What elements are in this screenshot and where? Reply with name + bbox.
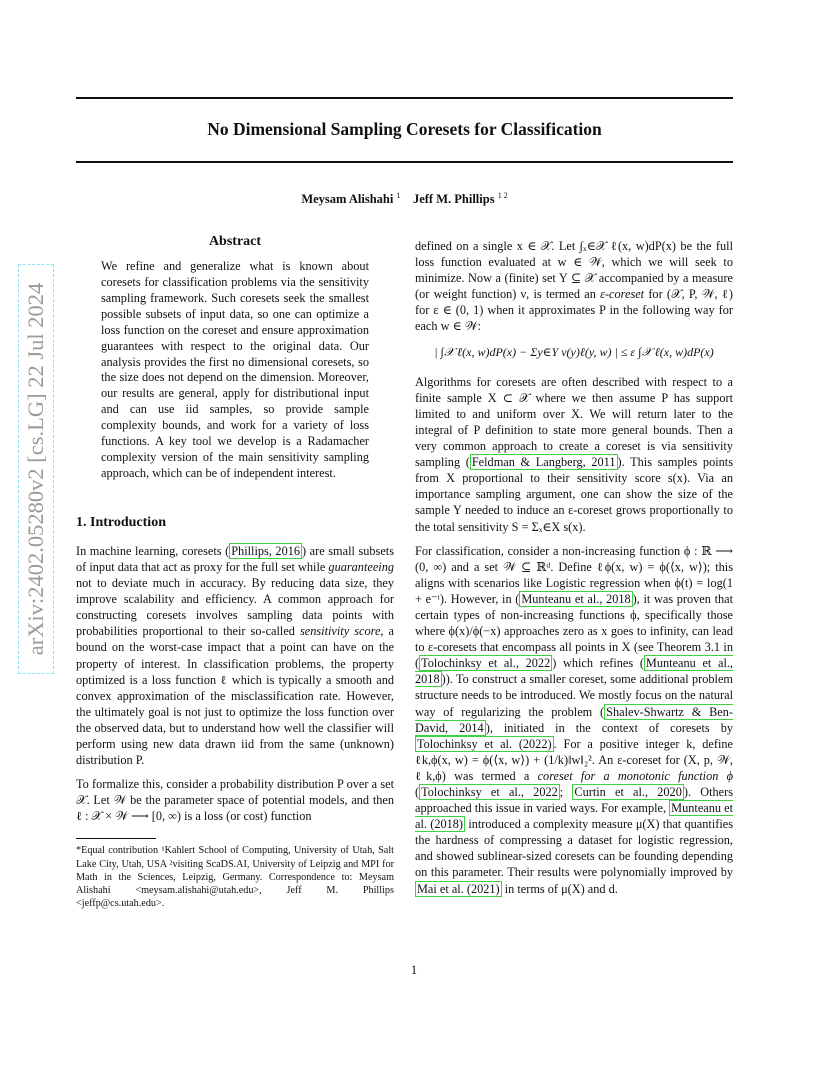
title-rule-top: [76, 97, 733, 99]
intro-paragraph: In machine learning, coresets ( Phillips, 2016 ) are small subsets of input data that act as proxy for the full set while guaranteeing not to deviate much in accuracy. By reducing data size, they improve scalability and efficiency. A common approach for constructing coresets involves sampling data points with probabilities proportional to their so-called sensitivity score, a bound on the worst-case impact that a point can have on the property of interest. In classification problems, the property optimized is a loss function ℓ which is typically a smooth and convex approximation of the misclassification rate. However, the ultimately goal is not just to optimize the loss function over the observed data, but to understand how well the classifier will perform using new data drawn iid from the same (unknown) distribution P.: [76, 543, 394, 768]
citation-link[interactable]: Tolochinksy et al., 2022: [421, 785, 558, 799]
citation-link[interactable]: Tolochinksy et al. (2022): [417, 736, 552, 751]
citation-link[interactable]: Shalev-Shwartz & Ben-David, 2014: [415, 704, 734, 735]
body-paragraph: defined on a single x ∈ 𝒳. Let ∫ₓ∈𝒳 ℓ(x, w)dP(x) be the full loss function evaluated at w ∈ 𝒲, which we will seek to minimize. Now a (finite) set Y ⊆ 𝒳 accompanied by a measure (or weight function) ν, is termed an ε-coreset for (𝒳, P, 𝒲, ℓ) for ε ∈ (0, 1) when it approximates P in the following way for each w ∈ 𝒲:: [415, 239, 734, 334]
citation-link[interactable]: Curtin et al., 2020: [574, 785, 682, 799]
page-number: 1: [410, 963, 418, 977]
right-column: [415, 238, 733, 897]
citation-link[interactable]: Mai et al. (2021): [417, 881, 500, 896]
citation-link[interactable]: Phillips, 2016: [231, 543, 301, 558]
abstract-heading: Abstract: [208, 234, 262, 249]
arxiv-stamp-text: arXiv:2402.05280v2 [cs.LG] 22 Jul 2024: [23, 282, 48, 656]
author-affiliation: 1: [396, 191, 401, 200]
paper-title: No Dimensional Sampling Coresets for Classification: [207, 119, 602, 139]
citation-link[interactable]: Munteanu et al. (2018): [415, 801, 733, 832]
section-heading-introduction: 1. Introduction: [76, 514, 166, 530]
citation-link[interactable]: Feldman & Langberg, 2011: [471, 455, 616, 470]
abstract-text: We refine and generalize what is known about coresets for classification problems via the sensitivity sampling framework. Such coresets seek the smallest possible subsets of input data, so one can optimize a loss function on the coreset and ensure approximation guarantees with respect to the original data. Our analysis provides the first no dimensional coresets, so the size does not depend on the dimension. Moreover, our results are general, apply for distributional input and can use iid samples, so provide sample complexity bounds, and work for a variety of loss functions. A key tool we develop is a Radamacher complexity version of the main sensitivity sampling approach, which can be of independent interest.: [101, 259, 369, 480]
coreset-equation: | ∫𝒳 ℓ(x, w)dP(x) − Σy∈Y ν(y)ℓ(y, w) | ≤ ε ∫𝒳 ℓ(x, w)dP(x): [434, 344, 714, 359]
footnote-rule: [76, 838, 156, 839]
left-column: [76, 234, 394, 910]
author-affiliation: 1 2: [497, 191, 508, 200]
citation-link[interactable]: Munteanu et al., 2018: [521, 591, 631, 606]
author-name: Jeff M. Phillips: [412, 192, 495, 207]
footnote: *Equal contribution ¹Kahlert School of Computing, University of Utah, Salt Lake City, Utah, USA ²visiting ScaDS.AI, University of Leipzig and MPI for Math in the Sciences, Leipzig, Germany. Correspondence to: Meysam Alishahi <meysam.alishahi@utah.edu>, Jeff M. Phillips <jeffp@cs.utah.edu>.: [76, 845, 394, 910]
citation-link[interactable]: Munteanu et al., 2018: [415, 656, 734, 687]
citation-link[interactable]: Tolochinksy et al., 2022: [421, 656, 551, 671]
intro-paragraph: To formalize this, consider a probability distribution P over a set 𝒳. Let 𝒲 be the parameter space of potential models, and then ℓ : 𝒳 × 𝒲 ⟶ [0, ∞) is a loss (or cost) function: [76, 777, 394, 824]
title-rule-bottom: [76, 161, 733, 163]
body-paragraph: For classification, consider a non-increasing function ϕ : ℝ ⟶ (0, ∞) and a set 𝒲 ⊆ ℝᵈ. Define ℓϕ(x, w) = ϕ(⟨x, w⟩); this aligns with scenarios like Logistic regression when ϕ(t) = log(1 + e⁻ᵗ). However, in ( Munteanu et al., 2018 ), it was proven that certain types of non-increasing functions ϕ, specifically those where ϕ(x)/ϕ(−x) approaches zero as x goes to infinity, can lead to ε-coresets that encompass all points in X (see Theorem 3.1 in ( Tolochinksy et al., 2022 ) which refines ( Munteanu et al., 2018 )). To construct a smaller coreset, some additional problem structure needs to be introduced. We mostly focus on the natural way of regularizing the problem ( Shalev-Shwartz & Ben-David, 2014 ), initiated in the context of coresets by Tolochinksy et al. (2022) . For a positive integer k, define ℓk,ϕ(x, w) = ϕ(⟨x, w⟩) + (1/k)‖w‖₂². An ε-coreset for (X, p, 𝒲, ℓk,ϕ) was termed a coreset for a monotonic function ϕ ( Tolochinksy et al., 2022 ; Curtin et al., 2020 ). Others approached this issue in varied ways. For example, Munteanu et al. (2018) introduced a complexity measure μ(X) that quantifies the hardness of compressing a dataset for logistic regression, and showed sublinear-sized coresets can be founding depending on this parameter. Their results were polynomially improved by Mai et al. (2021) in terms of μ(X) and d.: [415, 543, 734, 896]
author-name: Meysam Alishahi: [301, 192, 394, 207]
arxiv-stamp[interactable]: [18, 264, 54, 674]
body-paragraph: Algorithms for coresets are often described with respect to a finite sample X ⊂ 𝒳 where we then assume P has support limited to and uniform over X. We will return later to the integral of P definition to state more general bounds. Then a very common approach to create a coreset is via sensitivity sampling ( Feldman & Langberg, 2011 ). This samples points from X proportional to their sensitivity score s(x). Via an importance sampling argument, one can show the size of the sample Y needed to induce an ε-coreset grows proportionally to the total sensitivity S = Σₓ∈X s(x).: [415, 374, 733, 534]
author-line: [76, 191, 733, 207]
